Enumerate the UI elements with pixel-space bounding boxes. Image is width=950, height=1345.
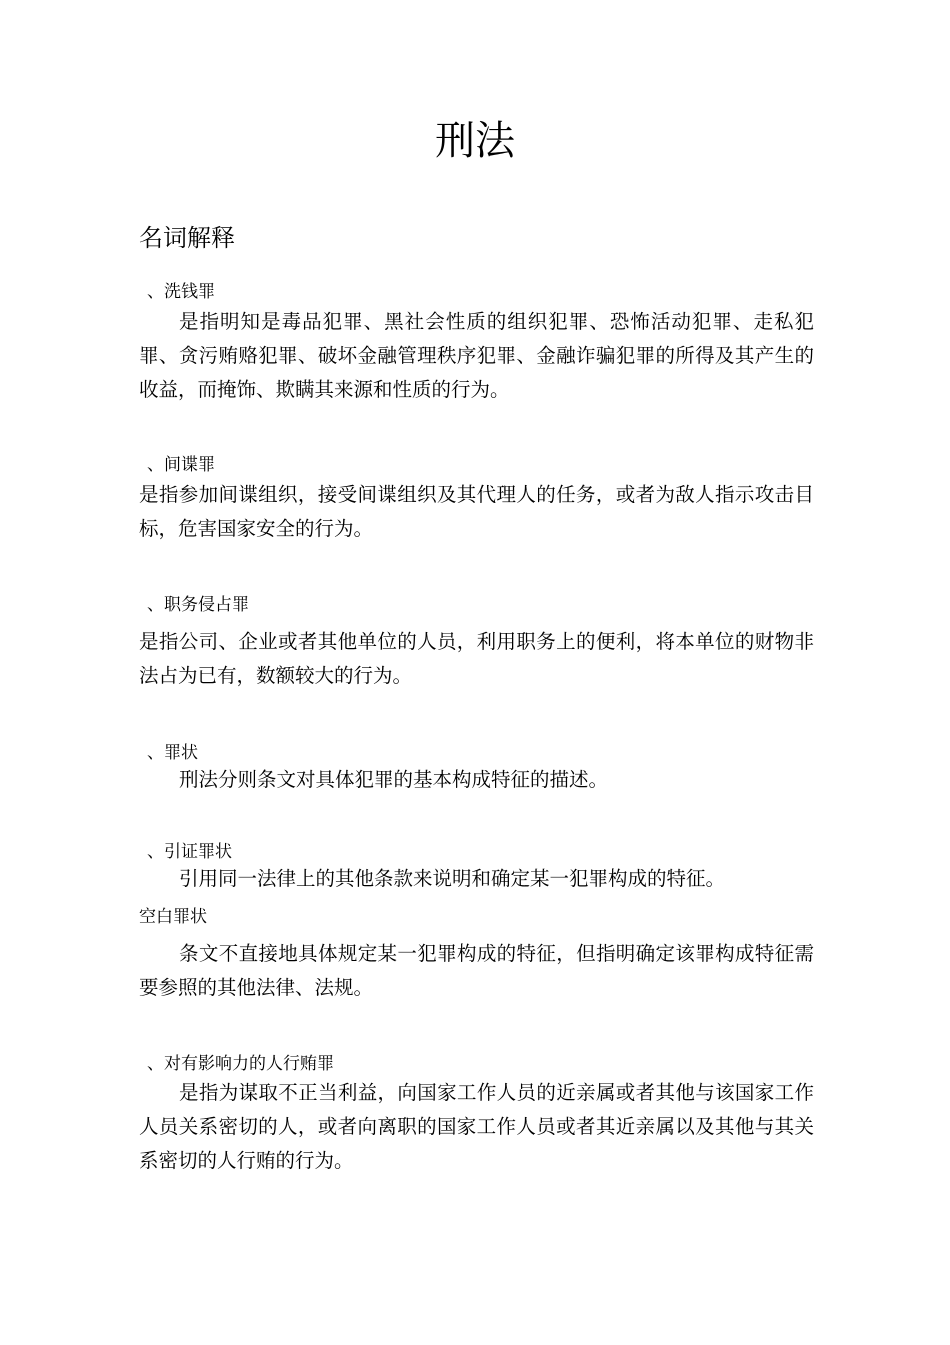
section-heading: 名词解释 xyxy=(139,224,235,252)
term-definition: 是指明知是毒品犯罪、黑社会性质的组织犯罪、恐怖活动犯罪、走私犯罪、贪污贿赂犯罪、破坏金融管理秩序犯罪、金融诈骗犯罪的所得及其产生的收益，而掩饰、欺瞒其来源和性质的行为。 xyxy=(139,310,814,401)
term-heading: 空白罪状 xyxy=(139,907,207,927)
term-definition: 条文不直接地具体规定某一犯罪构成的特征，但指明确定该罪构成特征需要参照的其他法律、法规。 xyxy=(139,942,814,999)
term-definition: 是指参加间谍组织，接受间谍组织及其代理人的任务，或者为敌人指示攻击目标，危害国家安全的行为。 xyxy=(139,483,814,540)
page-title: 刑法 xyxy=(435,118,515,164)
term-heading: 、间谍罪 xyxy=(147,455,215,475)
term-heading: 、职务侵占罪 xyxy=(147,595,249,615)
term-definition: 刑法分则条文对具体犯罪的基本构成特征的描述。 xyxy=(179,768,609,791)
term-definition: 引用同一法律上的其他条款来说明和确定某一犯罪构成的特征。 xyxy=(179,867,726,890)
term-heading: 、罪状 xyxy=(147,743,198,763)
term-definition: 是指为谋取不正当利益，向国家工作人员的近亲属或者其他与该国家工作人员关系密切的人，或者向离职的国家工作人员或者其近亲属以及其他与其关系密切的人行贿的行为。 xyxy=(139,1081,814,1172)
term-heading: 、对有影响力的人行贿罪 xyxy=(147,1054,334,1074)
term-heading: 、引证罪状 xyxy=(147,842,232,862)
term-definition: 是指公司、企业或者其他单位的人员，利用职务上的便利，将本单位的财物非法占为已有，数额较大的行为。 xyxy=(139,630,814,687)
term-heading: 、洗钱罪 xyxy=(147,282,215,302)
